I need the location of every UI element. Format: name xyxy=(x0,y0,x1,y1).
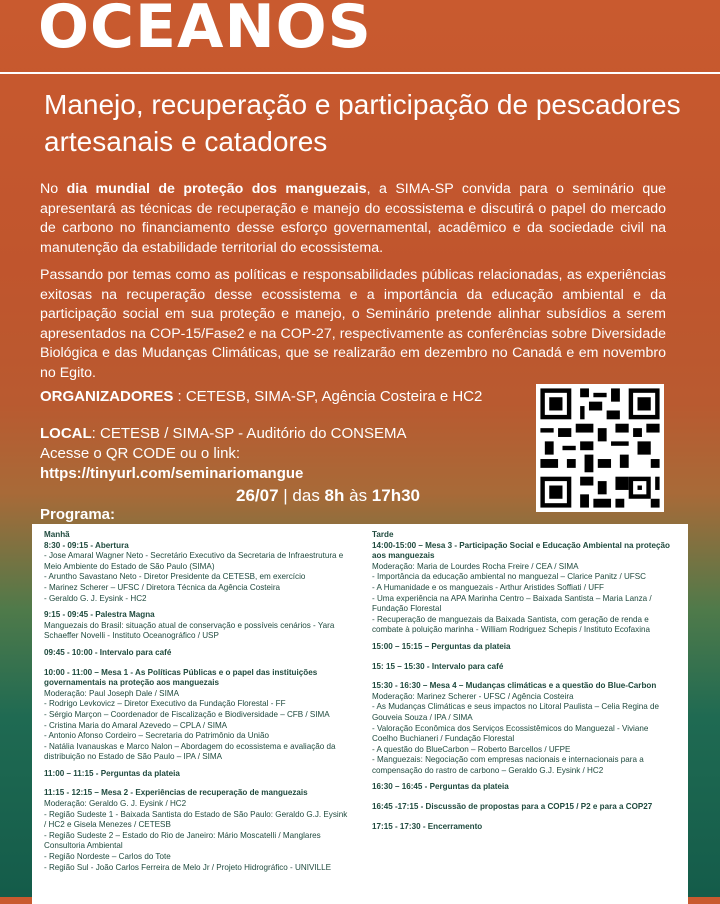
schedule-item-line: - Valoração Econômica dos Serviços Ecossistêmicos do Manguezal - Viviane Coelho Buchianeri / Fundação Florestal xyxy=(372,723,649,744)
schedule-item xyxy=(372,822,672,833)
schedule-item xyxy=(372,681,672,776)
schedule-item-line: - Região Sul - João Carlos Ferreira de Melo Jr / Projeto Hidrográfico - UNIVILLE xyxy=(44,862,331,872)
schedule-item-line: Moderação: Maria de Lourdes Rocha Freire / CEA / SIMA xyxy=(372,561,579,571)
schedule-item-line: - Antonio Afonso Cordeiro – Secretaria do Patrimônio da União xyxy=(44,731,269,741)
schedule-item-heading: 16:45 -17:15 - Discussão de propostas para a COP15 / P2 e para a COP27 xyxy=(372,802,653,812)
schedule-item-line: - Região Nordeste – Carlos do Tote xyxy=(44,852,171,862)
schedule-item xyxy=(44,648,350,659)
access-text: Acesse o QR CODE ou o link: xyxy=(40,445,241,462)
qr-code-icon xyxy=(536,384,664,512)
schedule-item-line: - Região Sudeste 1 - Baixada Santista do Estado de São Paulo: Geraldo G.J. Eysink / HC2 e Gisela Menezes / CETESB xyxy=(44,809,348,830)
morning-schedule xyxy=(44,541,350,874)
schedule-item xyxy=(44,788,350,873)
date-start: 8h xyxy=(324,486,345,505)
intro-p1-highlight: dia mundial de proteção dos manguezais xyxy=(66,181,367,197)
schedule-item-line: Moderação: Paul Joseph Dale / SIMA xyxy=(44,688,179,698)
schedule-item xyxy=(44,541,350,605)
schedule-item-line: - Manguezais: Negociação com empresas nacionais e internacionais para a compensação do rastro de carbono – Geraldo G.J. Eysink / HC2 xyxy=(372,755,644,775)
schedule-item xyxy=(44,668,350,763)
schedule-item-heading: 14:00-15:00 – Mesa 3 - Participação Social e Educação Ambiental na proteção aos manguezais xyxy=(372,540,670,561)
schedule-item xyxy=(44,769,350,780)
schedule-item-line: - Natália Ivanauskas e Marco Nalon – Abordagem do ecossistema e avaliação da distribuição no Estado de São Paulo – IPA / SIMA xyxy=(44,741,336,762)
schedule-item xyxy=(44,610,350,642)
location-label: LOCAL xyxy=(40,425,92,442)
organizers-value: : CETESB, SIMA-SP, Agência Costeira e HC2 xyxy=(173,388,483,405)
afternoon-schedule xyxy=(372,541,672,833)
schedule-item-line: - Sérgio Marçon – Coordenador de Fiscalização e Biodiversidade – CFB / SIMA xyxy=(44,709,330,719)
schedule-item-line: - Região Sudeste 2 – Estado do Rio de Janeiro: Mário Moscatelli / Manglares Consultoria Ambiental xyxy=(44,830,321,851)
morning-label: Manhã xyxy=(44,530,70,539)
schedule-item-line: - A Humanidade e os manguezais - Arthur Aristides Soffiati / UFF xyxy=(372,582,604,592)
schedule-item-heading: 15:30 - 16:30 – Mesa 4 – Mudanças climáticas e a questão do Blue-Carbon xyxy=(372,681,657,691)
qr-code[interactable] xyxy=(536,384,664,512)
schedule-item-line: - Rodrigo Levkovicz – Diretor Executivo da Fundação Florestal - FF xyxy=(44,699,286,709)
schedule-item-heading: 11:00 – 11:15 - Perguntas da plateia xyxy=(44,768,180,778)
organizers xyxy=(40,388,482,405)
schedule-item xyxy=(372,802,672,813)
schedule-item-heading: 8:30 - 09:15 - Abertura xyxy=(44,540,129,550)
schedule-item-line: - Cristina Maria do Amaral Azevedo – CPLA / SIMA xyxy=(44,720,228,730)
schedule-item xyxy=(372,782,672,793)
schedule-item-heading: 16:30 – 16:45 - Perguntas da plateia xyxy=(372,782,509,792)
schedule-item-heading: 11:15 - 12:15 – Mesa 2 - Experiências de recuperação de manguezais xyxy=(44,788,308,798)
intro-p1-before: No xyxy=(40,181,67,197)
event-subtitle: Manejo, recuperação e participação de pescadores artesanais e catadores xyxy=(44,89,681,157)
program-morning-column xyxy=(44,530,350,879)
intro-paragraph-1 xyxy=(40,180,666,258)
date-end: 17h30 xyxy=(371,486,420,505)
date-sep: | das xyxy=(278,486,325,505)
schedule-item-heading: 9:15 - 09:45 - Palestra Magna xyxy=(44,610,155,620)
program-panel xyxy=(32,524,688,904)
schedule-item-line: - Uma experiência na APA Marinha Centro – Baixada Santista – Maria Lanza / Fundação Florestal xyxy=(372,593,652,614)
schedule-item-line: - Jose Amaral Wagner Neto - Secretário Executivo da Secretaria de Infraestrutura e Meio Ambiente do Estado de São Paulo (SIMA) xyxy=(44,551,344,571)
schedule-item-line: - Aruntho Savastano Neto - Diretor Presidente da CETESB, em exercício xyxy=(44,572,306,582)
schedule-item xyxy=(372,541,672,636)
schedule-item-line: Moderação: Geraldo G. J. Eysink / HC2 xyxy=(44,799,187,809)
schedule-item-line: - Importância da educação ambiental no manguezal – Clarice Panitz / UFSC xyxy=(372,572,646,582)
event-title: OCEANOS xyxy=(38,0,372,62)
intro-paragraph-2: Passando por temas como as políticas e responsabilidades públicas relacionadas, as experiências exitosas na recuperação desse ecossistema e a importância da educação ambiental e da participação social em sua proteção e manejo, o Seminário pretende alinhar subsídios a serem apresentados na COP-15/Fase2 e na COP-27, respectivamente as conferências sobre Diversidade Biológica e das Mudanças Climáticas, que se realizarão em dezembro no Canadá e em novembro no Egito. xyxy=(40,267,666,381)
location-value: : CETESB / SIMA-SP - Auditório do CONSEMA xyxy=(91,425,407,442)
event-date xyxy=(236,486,420,506)
afternoon-label: Tarde xyxy=(372,530,394,539)
schedule-item-heading: 10:00 - 11:00 – Mesa 1 - As Políticas Públicas e o papel das instituições governamentais na proteção aos manguezais xyxy=(44,667,318,688)
schedule-item-heading: 15: 15 – 15:30 - Intervalo para café xyxy=(372,661,504,671)
intro-p1-after: , a SIMA-SP convida para o seminário que apresentará as técnicas de recuperação e manejo do ecossistema e discutirá o papel do mercado de carbono no financiamento desse esforço governamental, acadêmico e da sociedade civil na manutenção da estabilidade territorial do ecossistema. xyxy=(40,181,666,256)
schedule-item-line: - Marinez Scherer – UFSC / Diretora Técnica da Agência Costeira xyxy=(44,582,281,592)
location-block xyxy=(40,424,407,484)
program-title: Programa: xyxy=(40,506,116,523)
date-mid: às xyxy=(344,486,372,505)
schedule-item-line: Moderação: Marinez Scherer - UFSC / Agência Costeira xyxy=(372,691,574,701)
schedule-item-heading: 17:15 - 17:30 - Encerramento xyxy=(372,821,483,831)
schedule-item xyxy=(372,662,672,673)
schedule-item-line: - A questão do BlueCarbon – Roberto Barcellos / UFPE xyxy=(372,744,571,754)
schedule-item-heading: 15:00 – 15:15 – Perguntas da plateia xyxy=(372,641,511,651)
program-afternoon-column xyxy=(372,530,672,841)
schedule-item-line: - As Mudanças Climáticas e seus impactos no Litoral Paulista – Celia Regina de Gouveia Souza / IPA / SIMA xyxy=(372,702,660,722)
registration-link[interactable]: https://tinyurl.com/seminariomangue xyxy=(40,465,304,482)
schedule-item-line: Manguezais do Brasil: situação atual de conservação e possíveis cenários - Yara Schaeffer Novelli - Instituto Oceanográfico / USP xyxy=(44,620,335,641)
schedule-item-line: - Recuperação de manguezais da Baixada Santista, com geração de renda e combate à poluição marinha - William Rodriguez Schepis / Instituto Ecofaxina xyxy=(372,614,651,635)
schedule-item xyxy=(372,642,672,653)
schedule-item-heading: 09:45 - 10:00 - Intervalo para café xyxy=(44,647,172,657)
schedule-item-line: - Geraldo G. J. Eysink - HC2 xyxy=(44,593,147,603)
date-day: 26/07 xyxy=(236,486,279,505)
title-divider xyxy=(0,72,720,74)
organizers-label: ORGANIZADORES xyxy=(40,388,174,405)
location-line xyxy=(40,424,407,444)
